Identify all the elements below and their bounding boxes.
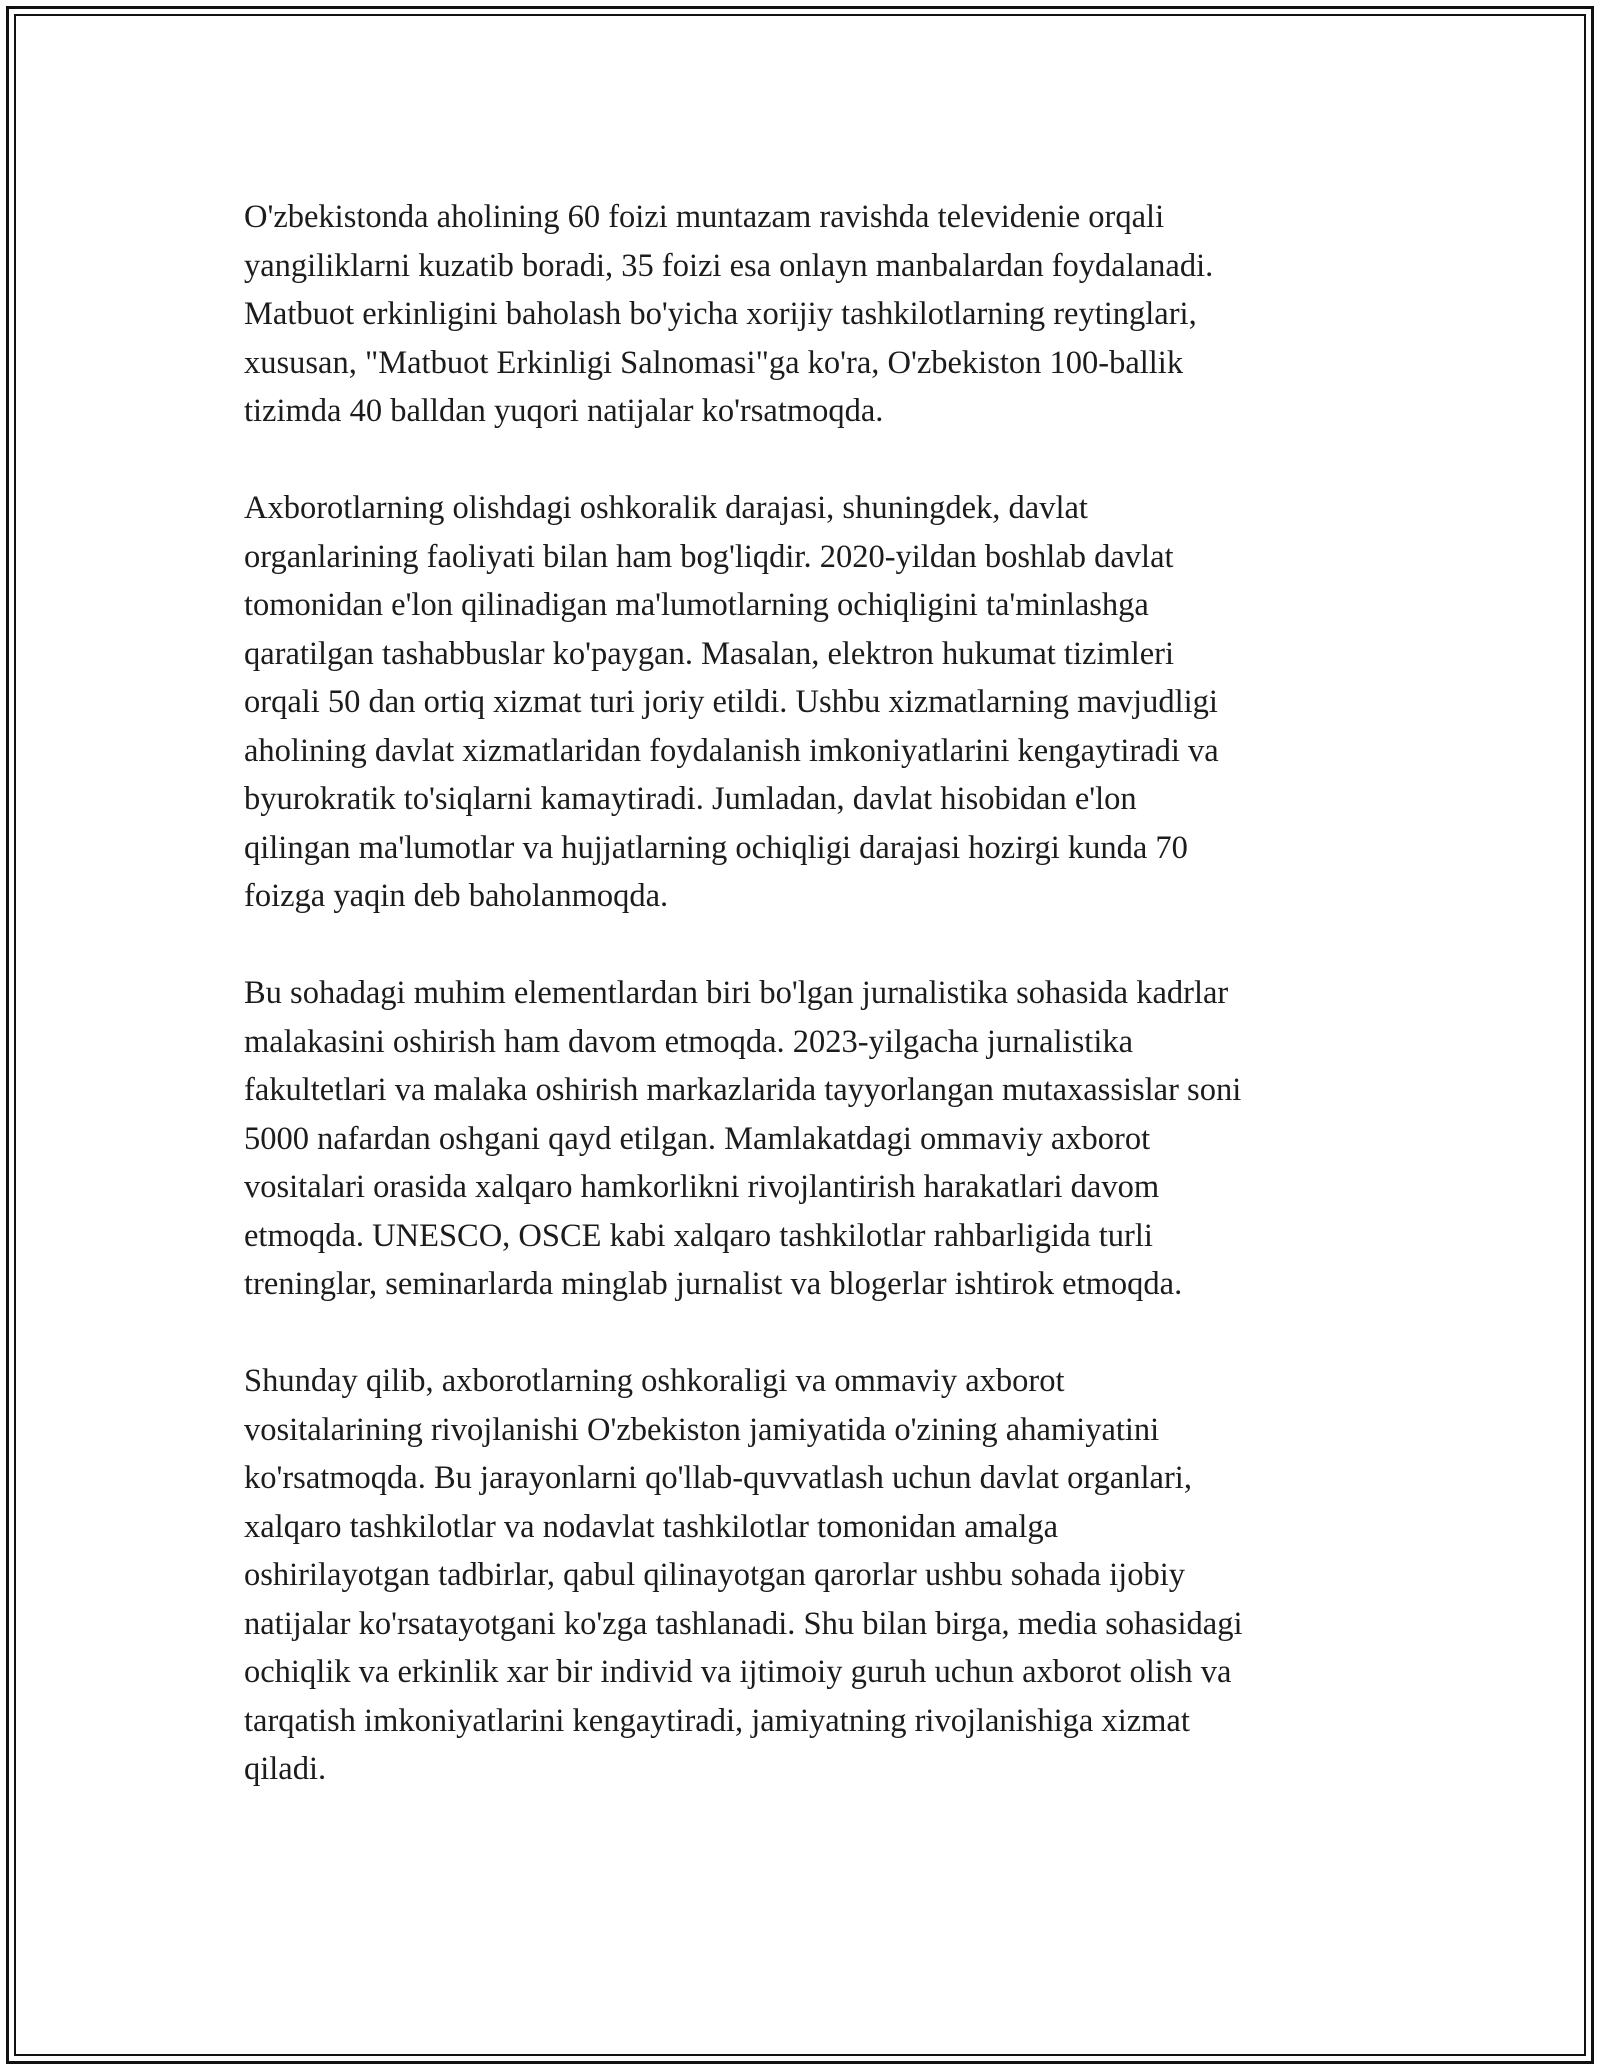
paragraph-government-transparency: Axborotlarning olishdagi oshkoralik darajasi, shuningdek, davlat organlarining faoliyati bilan ham bog'liqdir. 2020-yildan boshlab davlat tomonidan e'lon qilinadigan ma'lumotlarning ochiqligini ta'minlashga qaratilgan tashabbuslar ko'paygan. Masalan, elektron hukumat tizimleri orqali 50 dan ortiq xizmat turi joriy etildi. Ushbu xizmatlarning mavjudligi aholining davlat xizmatlaridan foydalanish imkoniyatlarini kengaytiradi va byurokratik to'siqlarni kamaytiradi. Jumladan, davlat hisobidan e'lon qilingan ma'lumotlar va hujjatlarning ochiqligi darajasi hozirgi kunda 70 foizga yaqin deb baholanmoqda.	[244, 490, 1219, 914]
paragraph-media-statistics: O'zbekistonda aholining 60 foizi muntazam ravishda televidenie orqali yangiliklarni kuzatib boradi, 35 foizi esa onlayn manbalardan foydalanadi. Matbuot erkinligini baholash bo'yicha xorijiy tashkilotlarning reytinglari, xususan, "Matbuot Erkinligi Salnomasi"ga ko'ra, O'zbekiston 100-ballik tizimda 40 balldan yuqori natijalar ko'rsatmoqda.	[244, 199, 1214, 429]
page-border	[6, 6, 1594, 2064]
document-body	[244, 193, 1379, 1842]
paragraph-journalism-training: Bu sohadagi muhim elementlardan biri bo'lgan jurnalistika sohasida kadrlar malakasini oshirish ham davom etmoqda. 2023-yilgacha jurnalistika fakultetlari va malaka oshirish markazlarida tayyorlangan mutaxassislar soni 5000 nafardan oshgani qayd etilgan. Mamlakatdagi ommaviy axborot vositalari orasida xalqaro hamkorlikni rivojlantirish harakatlari davom etmoqda. UNESCO, OSCE kabi xalqaro tashkilotlar rahbarligida turli treninglar, seminarlarda minglab jurnalist va blogerlar ishtirok etmoqda.	[244, 975, 1242, 1302]
paragraph-conclusion: Shunday qilib, axborotlarning oshkoraligi va ommaviy axborot vositalarining rivojlanishi O'zbekiston jamiyatida o'zining ahamiyatini ko'rsatmoqda. Bu jarayonlarni qo'llab-quvvatlash uchun davlat organlari, xalqaro tashkilotlar va nodavlat tashkilotlar tomonidan amalga oshirilayotgan tadbirlar, qabul qilinayotgan qarorlar ushbu sohada ijobiy natijalar ko'rsatayotgani ko'zga tashlanadi. Shu bilan birga, media sohasidagi ochiqlik va erkinlik xar bir individ va ijtimoiy guruh uchun axborot olish va tarqatish imkoniyatlarini kengaytiradi, jamiyatning rivojlanishiga xizmat qiladi.	[244, 1363, 1243, 1787]
